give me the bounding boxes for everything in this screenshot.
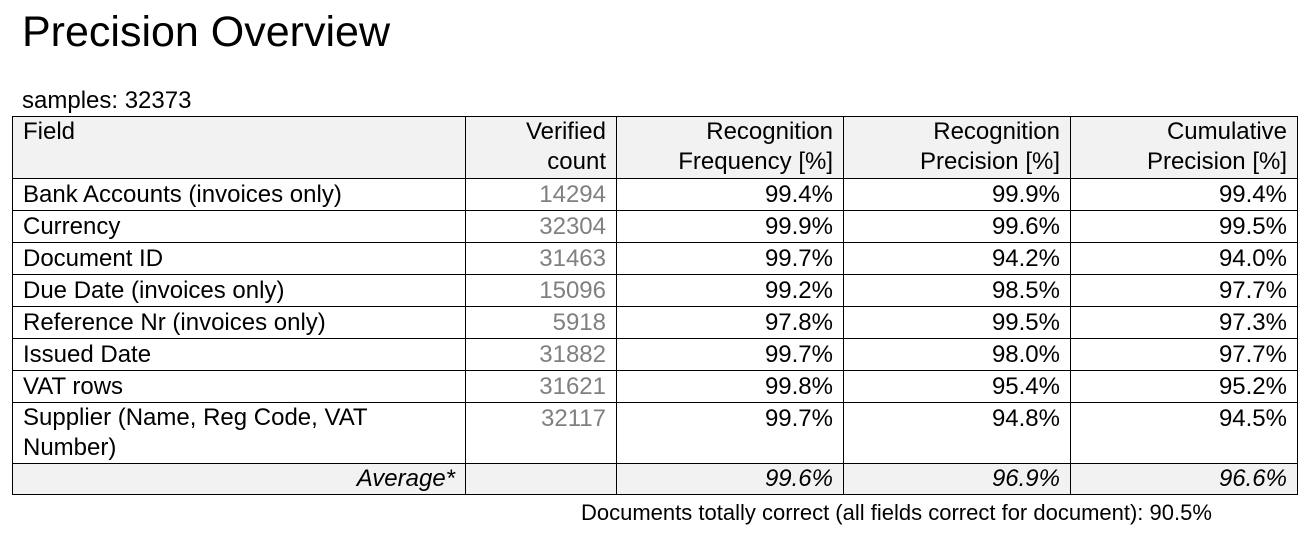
table-row xyxy=(13,339,1298,371)
verified-count: 32117 xyxy=(466,403,617,464)
field-name: Bank Accounts (invoices only) xyxy=(13,179,466,211)
cumulative-precision: 94.0% xyxy=(1071,243,1298,275)
cumulative-precision: 99.5% xyxy=(1071,211,1298,243)
field-name: VAT rows xyxy=(13,371,466,403)
average-label: Average* xyxy=(13,464,466,495)
recognition-frequency: 99.4% xyxy=(617,179,844,211)
verified-count: 32304 xyxy=(466,211,617,243)
cumulative-precision: 95.2% xyxy=(1071,371,1298,403)
header-recognition-precision: Recognition Precision [%] xyxy=(844,117,1071,179)
cumulative-precision: 97.7% xyxy=(1071,275,1298,307)
table-header-row xyxy=(13,117,1298,179)
recognition-precision: 94.2% xyxy=(844,243,1071,275)
cumulative-precision: 94.5% xyxy=(1071,403,1298,464)
table-row xyxy=(13,307,1298,339)
verified-count: 31463 xyxy=(466,243,617,275)
recognition-frequency: 99.7% xyxy=(617,243,844,275)
table-row xyxy=(13,179,1298,211)
field-name: Issued Date xyxy=(13,339,466,371)
table-row xyxy=(13,371,1298,403)
verified-count: 31882 xyxy=(466,339,617,371)
header-recognition-frequency: Recognition Frequency [%] xyxy=(617,117,844,179)
average-cumulative: 96.6% xyxy=(1071,464,1298,495)
table-row xyxy=(13,211,1298,243)
field-name: Currency xyxy=(13,211,466,243)
recognition-precision: 94.8% xyxy=(844,403,1071,464)
recognition-precision: 98.0% xyxy=(844,339,1071,371)
cumulative-precision: 97.3% xyxy=(1071,307,1298,339)
recognition-frequency: 99.8% xyxy=(617,371,844,403)
recognition-frequency: 97.8% xyxy=(617,307,844,339)
recognition-precision: 95.4% xyxy=(844,371,1071,403)
field-name: Document ID xyxy=(13,243,466,275)
field-name: Reference Nr (invoices only) xyxy=(13,307,466,339)
header-field: Field xyxy=(13,117,466,179)
documents-correct-note: Documents totally correct (all fields correct for document): 90.5% xyxy=(581,500,1212,525)
recognition-precision: 99.6% xyxy=(844,211,1071,243)
verified-count: 15096 xyxy=(466,275,617,307)
recognition-frequency: 99.7% xyxy=(617,339,844,371)
verified-count: 31621 xyxy=(466,371,617,403)
samples-count: samples: 32373 xyxy=(22,87,192,114)
average-count xyxy=(466,464,617,495)
recognition-precision: 98.5% xyxy=(844,275,1071,307)
verified-count: 14294 xyxy=(466,179,617,211)
average-frequency: 99.6% xyxy=(617,464,844,495)
header-verified-count: Verified count xyxy=(466,117,617,179)
recognition-frequency: 99.9% xyxy=(617,211,844,243)
precision-table xyxy=(12,116,1298,495)
verified-count: 5918 xyxy=(466,307,617,339)
table-row xyxy=(13,403,1298,464)
field-name: Due Date (invoices only) xyxy=(13,275,466,307)
recognition-frequency: 99.7% xyxy=(617,403,844,464)
recognition-precision: 99.5% xyxy=(844,307,1071,339)
table-row xyxy=(13,243,1298,275)
page-title: Precision Overview xyxy=(22,8,390,56)
cumulative-precision: 99.4% xyxy=(1071,179,1298,211)
header-cumulative-precision: Cumulative Precision [%] xyxy=(1071,117,1298,179)
cumulative-precision: 97.7% xyxy=(1071,339,1298,371)
average-row xyxy=(13,464,1298,495)
recognition-frequency: 99.2% xyxy=(617,275,844,307)
recognition-precision: 99.9% xyxy=(844,179,1071,211)
table-row xyxy=(13,275,1298,307)
average-precision: 96.9% xyxy=(844,464,1071,495)
field-name: Supplier (Name, Reg Code, VAT Number) xyxy=(13,403,466,464)
